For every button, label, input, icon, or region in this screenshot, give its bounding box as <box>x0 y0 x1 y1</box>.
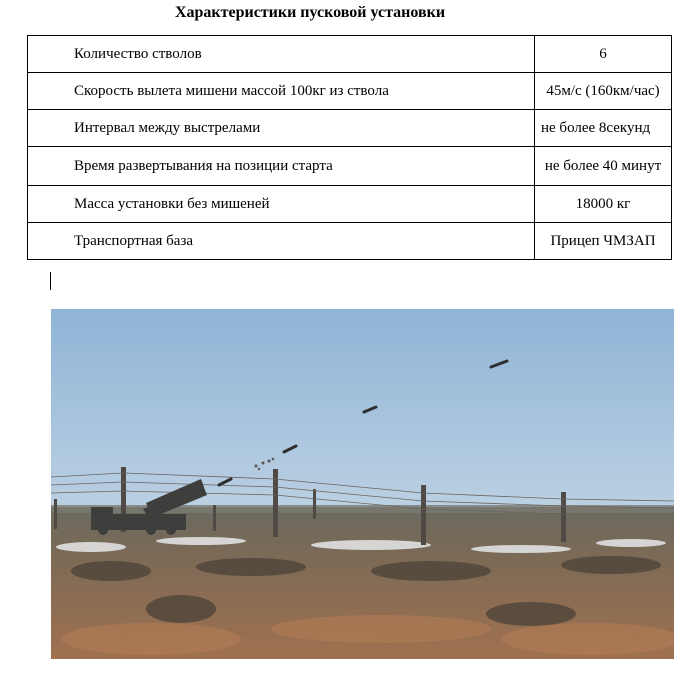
value-cell: 6 <box>535 36 672 73</box>
value-cell: 45м/с (160км/час) <box>535 73 672 110</box>
launcher-photo <box>51 309 674 659</box>
value-cell: Прицеп ЧМЗАП <box>535 223 672 260</box>
table-row <box>28 36 672 73</box>
param-cell: Время развертывания на позиции старта <box>28 147 535 186</box>
value-cell: 18000 кг <box>535 186 672 223</box>
table-row <box>28 223 672 260</box>
table-row <box>28 147 672 186</box>
param-cell: Интервал между выстрелами <box>28 110 535 147</box>
table-row <box>28 73 672 110</box>
value-cell: не более 8секунд <box>535 110 672 147</box>
specs-table <box>27 35 672 260</box>
param-cell: Скорость вылета мишени массой 100кг из ствола <box>28 73 535 110</box>
table-row <box>28 110 672 147</box>
param-cell: Количество стволов <box>28 36 535 73</box>
table-row <box>28 186 672 223</box>
document-title: Характеристики пусковой установки <box>174 4 446 21</box>
text-cursor[interactable] <box>50 272 51 290</box>
param-cell: Масса установки без мишеней <box>28 186 535 223</box>
value-cell: не более 40 минут <box>535 147 672 186</box>
param-cell: Транспортная база <box>28 223 535 260</box>
